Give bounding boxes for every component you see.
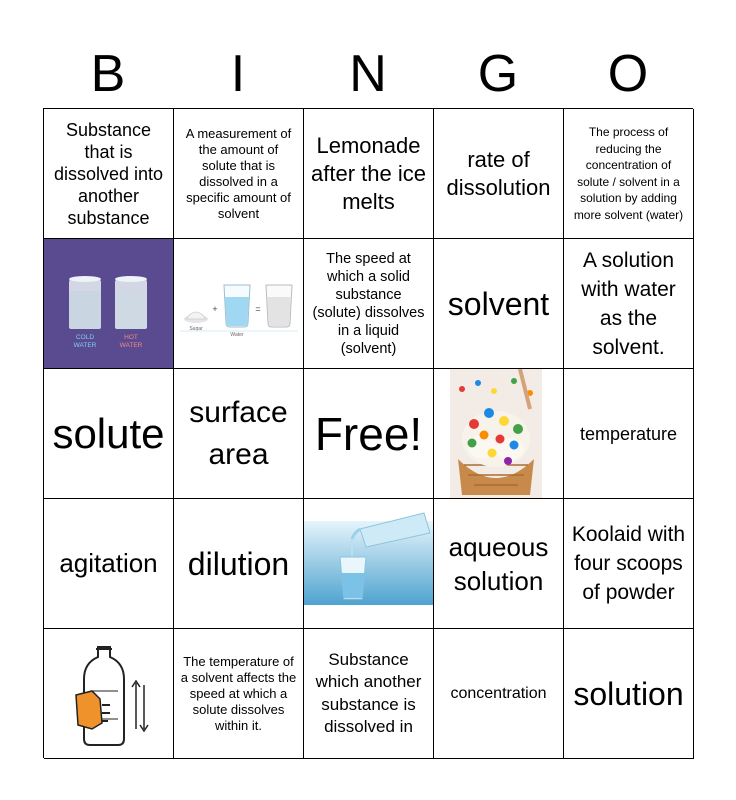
cell-text: dilution xyxy=(187,545,290,582)
bingo-cell[interactable] xyxy=(44,369,174,499)
bingo-cell[interactable] xyxy=(174,239,304,369)
bingo-cell[interactable] xyxy=(304,369,434,499)
cell-text: Koolaid with four scoops of powder xyxy=(571,523,686,604)
bingo-cell[interactable] xyxy=(564,239,694,369)
bingo-cell[interactable] xyxy=(44,629,174,759)
cell-text: A solution with water as the solvent. xyxy=(581,248,676,359)
ice-cream-candy-image xyxy=(434,369,563,498)
bingo-cell[interactable] xyxy=(304,499,434,629)
svg-text:Water: Water xyxy=(230,332,244,338)
header-letter-n: N xyxy=(349,45,387,103)
svg-text:WATER: WATER xyxy=(73,342,97,349)
hot-water-label: HOT xyxy=(124,334,138,341)
bingo-cell[interactable] xyxy=(434,239,564,369)
svg-text:=: = xyxy=(255,304,261,314)
cell-text: Substance which another substance is dissolved in xyxy=(315,649,422,736)
svg-text:Sugar: Sugar xyxy=(189,326,203,332)
bingo-cell[interactable] xyxy=(44,239,174,369)
cell-text: solute xyxy=(52,409,165,457)
cell-text: A measurement of the amount of solute that is dissolved in a specific amount of solvent xyxy=(185,125,292,221)
header-letter-i: I xyxy=(230,45,246,103)
bingo-cell[interactable] xyxy=(304,629,434,759)
free-space-label: Free! xyxy=(314,407,423,460)
bingo-cell[interactable] xyxy=(174,629,304,759)
cell-text: concentration xyxy=(450,684,547,702)
bingo-cell[interactable] xyxy=(564,369,694,499)
cold-water-label: COLD xyxy=(75,334,95,341)
bingo-cell[interactable] xyxy=(174,499,304,629)
cell-text: aqueous solution xyxy=(448,531,549,596)
bingo-card xyxy=(43,108,693,758)
bingo-cell[interactable] xyxy=(434,369,564,499)
bingo-cell[interactable] xyxy=(564,109,694,239)
sugar-water-image xyxy=(174,239,303,368)
svg-text:+: + xyxy=(212,304,218,314)
bingo-cell[interactable] xyxy=(564,629,694,759)
cell-text: The process of reducing the concentration of solute / solvent in a solution by adding more solvent (water) xyxy=(573,125,684,222)
bingo-cell[interactable] xyxy=(44,109,174,239)
cell-text: temperature xyxy=(579,423,678,444)
bingo-header xyxy=(43,40,693,108)
bingo-cell[interactable] xyxy=(174,369,304,499)
cell-text: surface area xyxy=(189,395,288,471)
cell-text: The temperature of a solvent affects the speed at which a solute dissolves within it. xyxy=(180,653,297,733)
bingo-cell[interactable] xyxy=(434,499,564,629)
bingo-cell[interactable] xyxy=(304,239,434,369)
cell-text: rate of dissolution xyxy=(446,146,551,200)
bingo-cell[interactable] xyxy=(304,109,434,239)
bingo-cell[interactable] xyxy=(434,109,564,239)
cold-hot-water-image xyxy=(44,239,173,368)
bingo-cell[interactable] xyxy=(564,499,694,629)
cell-text: Substance that is dissolved into another substance xyxy=(53,119,164,228)
svg-text:WATER: WATER xyxy=(119,342,143,349)
bingo-cell[interactable] xyxy=(44,499,174,629)
cell-text: The speed at which a solid substance (solute) dissolves in a liquid (solvent) xyxy=(312,250,425,357)
cell-text: solvent xyxy=(447,285,550,322)
cell-text: solution xyxy=(573,675,684,712)
shaking-bottle-image xyxy=(44,629,173,758)
cell-text: Lemonade after the ice melts xyxy=(311,132,426,214)
header-letter-g: G xyxy=(477,45,519,103)
header-letter-o: O xyxy=(607,45,649,103)
pouring-water-image xyxy=(304,499,433,628)
bingo-cell[interactable] xyxy=(174,109,304,239)
bingo-cell[interactable] xyxy=(434,629,564,759)
header-letter-b: B xyxy=(90,45,126,103)
cell-text: agitation xyxy=(59,548,158,578)
